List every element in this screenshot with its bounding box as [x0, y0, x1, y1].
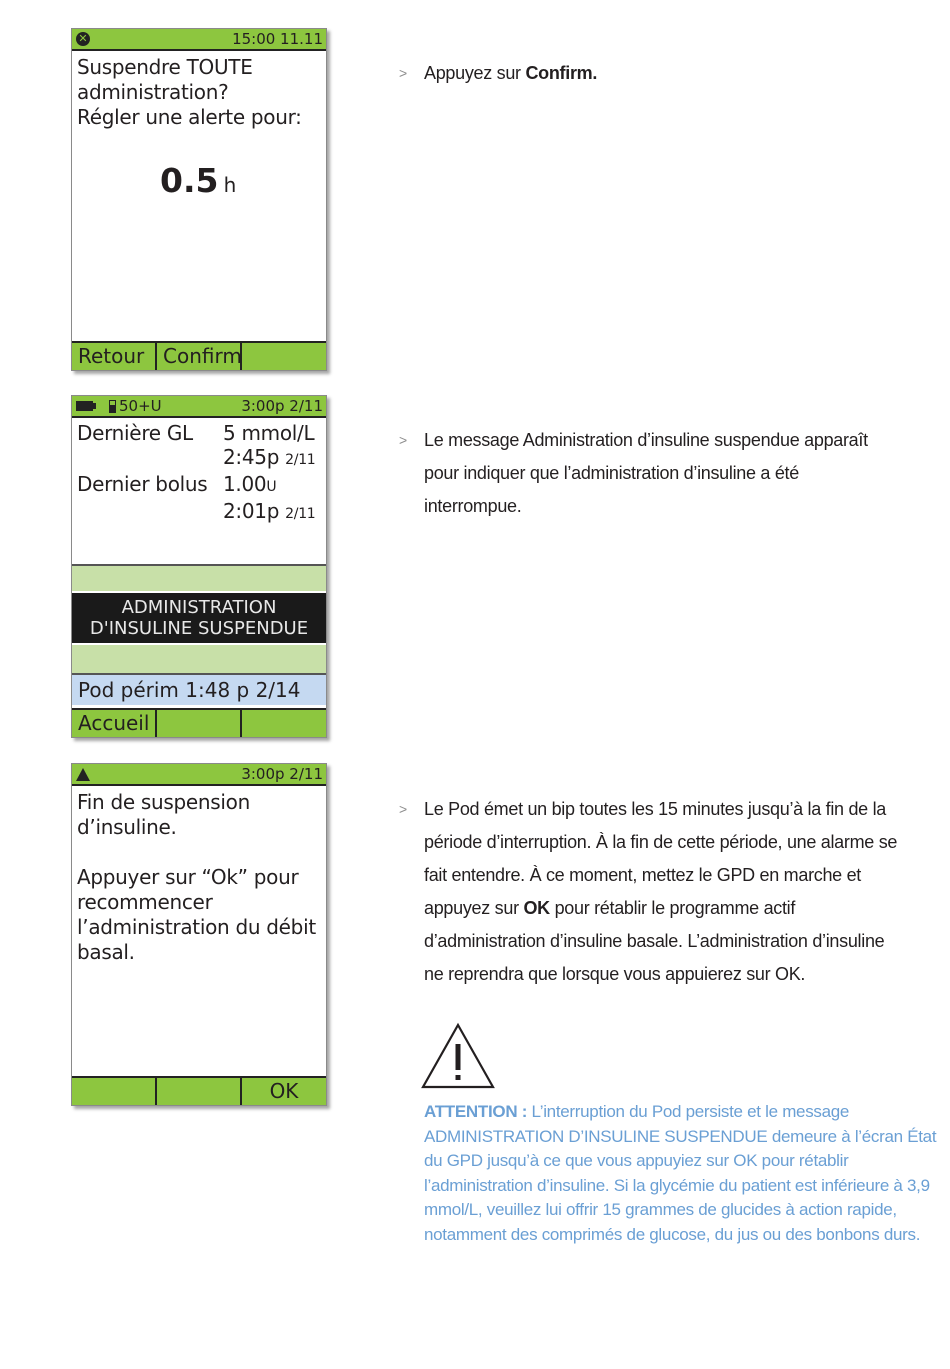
suspend-prompt — [72, 51, 326, 130]
warning-triangle-icon — [420, 1022, 496, 1090]
last-bg-time-row: 2:45p 2/11 — [223, 445, 316, 469]
last-bolus-row — [77, 472, 321, 499]
confirm-keyword: Confirm. — [525, 63, 598, 83]
reservoir-level: 50+U — [119, 397, 162, 415]
status-summary — [72, 418, 326, 526]
last-bg-label: Dernière GL — [77, 421, 193, 445]
instruction-confirm: Appuyez sur Confirm. — [424, 63, 598, 83]
softkey-bar — [72, 708, 326, 737]
caution-text: ATTENTION : L’interruption du Pod persiste et le message ADMINISTRATION D’INSULINE SUSPENDUE demeure à l’écran État du GPD jusqu’à ce que vous appuyiez sur OK pour rétablir l’administration d’insuline. Si la glycémie du patient est inférieure à 3,9 mmol/L, veuillez lui offrir 15 grammes de glucides à action rapide, notamment des comprimés de glucose, du jus ou des bonbons durs. — [424, 1102, 937, 1244]
status-time: 15:00 11.11 — [232, 30, 323, 48]
ok-keyword: OK — [523, 898, 550, 918]
ok-softkey[interactable]: OK — [269, 1079, 299, 1103]
softkey-bar — [72, 1076, 326, 1105]
last-bolus-value: 1.00U — [223, 472, 277, 496]
duration-value-display[interactable] — [160, 161, 236, 200]
confirm-softkey[interactable]: Confirm — [157, 343, 242, 370]
empty-softkey[interactable] — [157, 710, 242, 737]
last-bolus-time-row: 2:01p 2/11 — [223, 499, 316, 523]
empty-softkey[interactable] — [242, 343, 326, 370]
battery-icon — [76, 401, 93, 411]
prompt-line: Régler une alerte pour: — [77, 105, 302, 129]
prompt-line: administration? — [77, 80, 229, 104]
pdm-status-screen — [71, 395, 327, 738]
empty-softkey[interactable] — [242, 710, 326, 737]
duration-value: 0.5 — [160, 161, 219, 200]
last-bg-row — [77, 421, 321, 445]
back-softkey[interactable]: Retour — [72, 343, 157, 370]
duration-unit: h — [223, 173, 237, 197]
prompt-line: Suspendre TOUTE — [77, 55, 253, 79]
pod-expiry: Pod périm 1:48 p 2/14 — [72, 675, 326, 705]
last-bolus-label: Dernier bolus — [77, 472, 208, 496]
status-time: 3:00p 2/11 — [241, 765, 323, 783]
suspended-banner: ADMINISTRATION D'INSULINE SUSPENDUE — [72, 593, 326, 643]
empty-softkey[interactable] — [157, 1078, 242, 1105]
home-softkey[interactable]: Accueil — [72, 710, 157, 737]
cancel-icon: ✕ — [76, 32, 90, 46]
status-bar — [72, 764, 326, 786]
instruction-resume: Le Pod émet un bip toutes les 15 minutes jusqu’à la fin de la période d’interruption. À la fin de cette période, une alarme se fait entendre. À ce moment, mettez le GPD en marche et appuyez sur OK pour rétablir le programme actif d’administration d’insuline basale. L’administration d’insuline ne reprendra que lorsque vous appuierez sur OK. — [424, 799, 898, 984]
bullet-marker: > — [399, 432, 408, 448]
green-band — [72, 645, 326, 675]
pdm-screen-suspend — [71, 28, 327, 371]
softkey-bar — [72, 341, 326, 370]
status-bar — [72, 29, 326, 51]
caution-label: ATTENTION : — [424, 1102, 528, 1121]
empty-softkey[interactable] — [72, 1078, 157, 1105]
bell-icon — [76, 768, 90, 781]
reservoir-icon — [109, 400, 116, 413]
instruction-suspended: Le message Administration d’insuline suspendue apparaît pour indiquer que l’administration d’insuline a été interrompue. — [424, 430, 868, 516]
pdm-screen-suspend-end — [71, 763, 327, 1106]
suspend-end-message: Fin de suspension d’insuline. Appuyer sur “Ok” pour recommencer l’administration du débit basal. — [77, 790, 316, 964]
status-time: 3:00p 2/11 — [241, 397, 323, 415]
bullet-marker: > — [399, 65, 408, 81]
green-band — [72, 566, 326, 591]
status-bar — [72, 396, 326, 418]
last-bg-value: 5 mmol/L — [223, 421, 315, 445]
bullet-marker: > — [399, 801, 408, 817]
